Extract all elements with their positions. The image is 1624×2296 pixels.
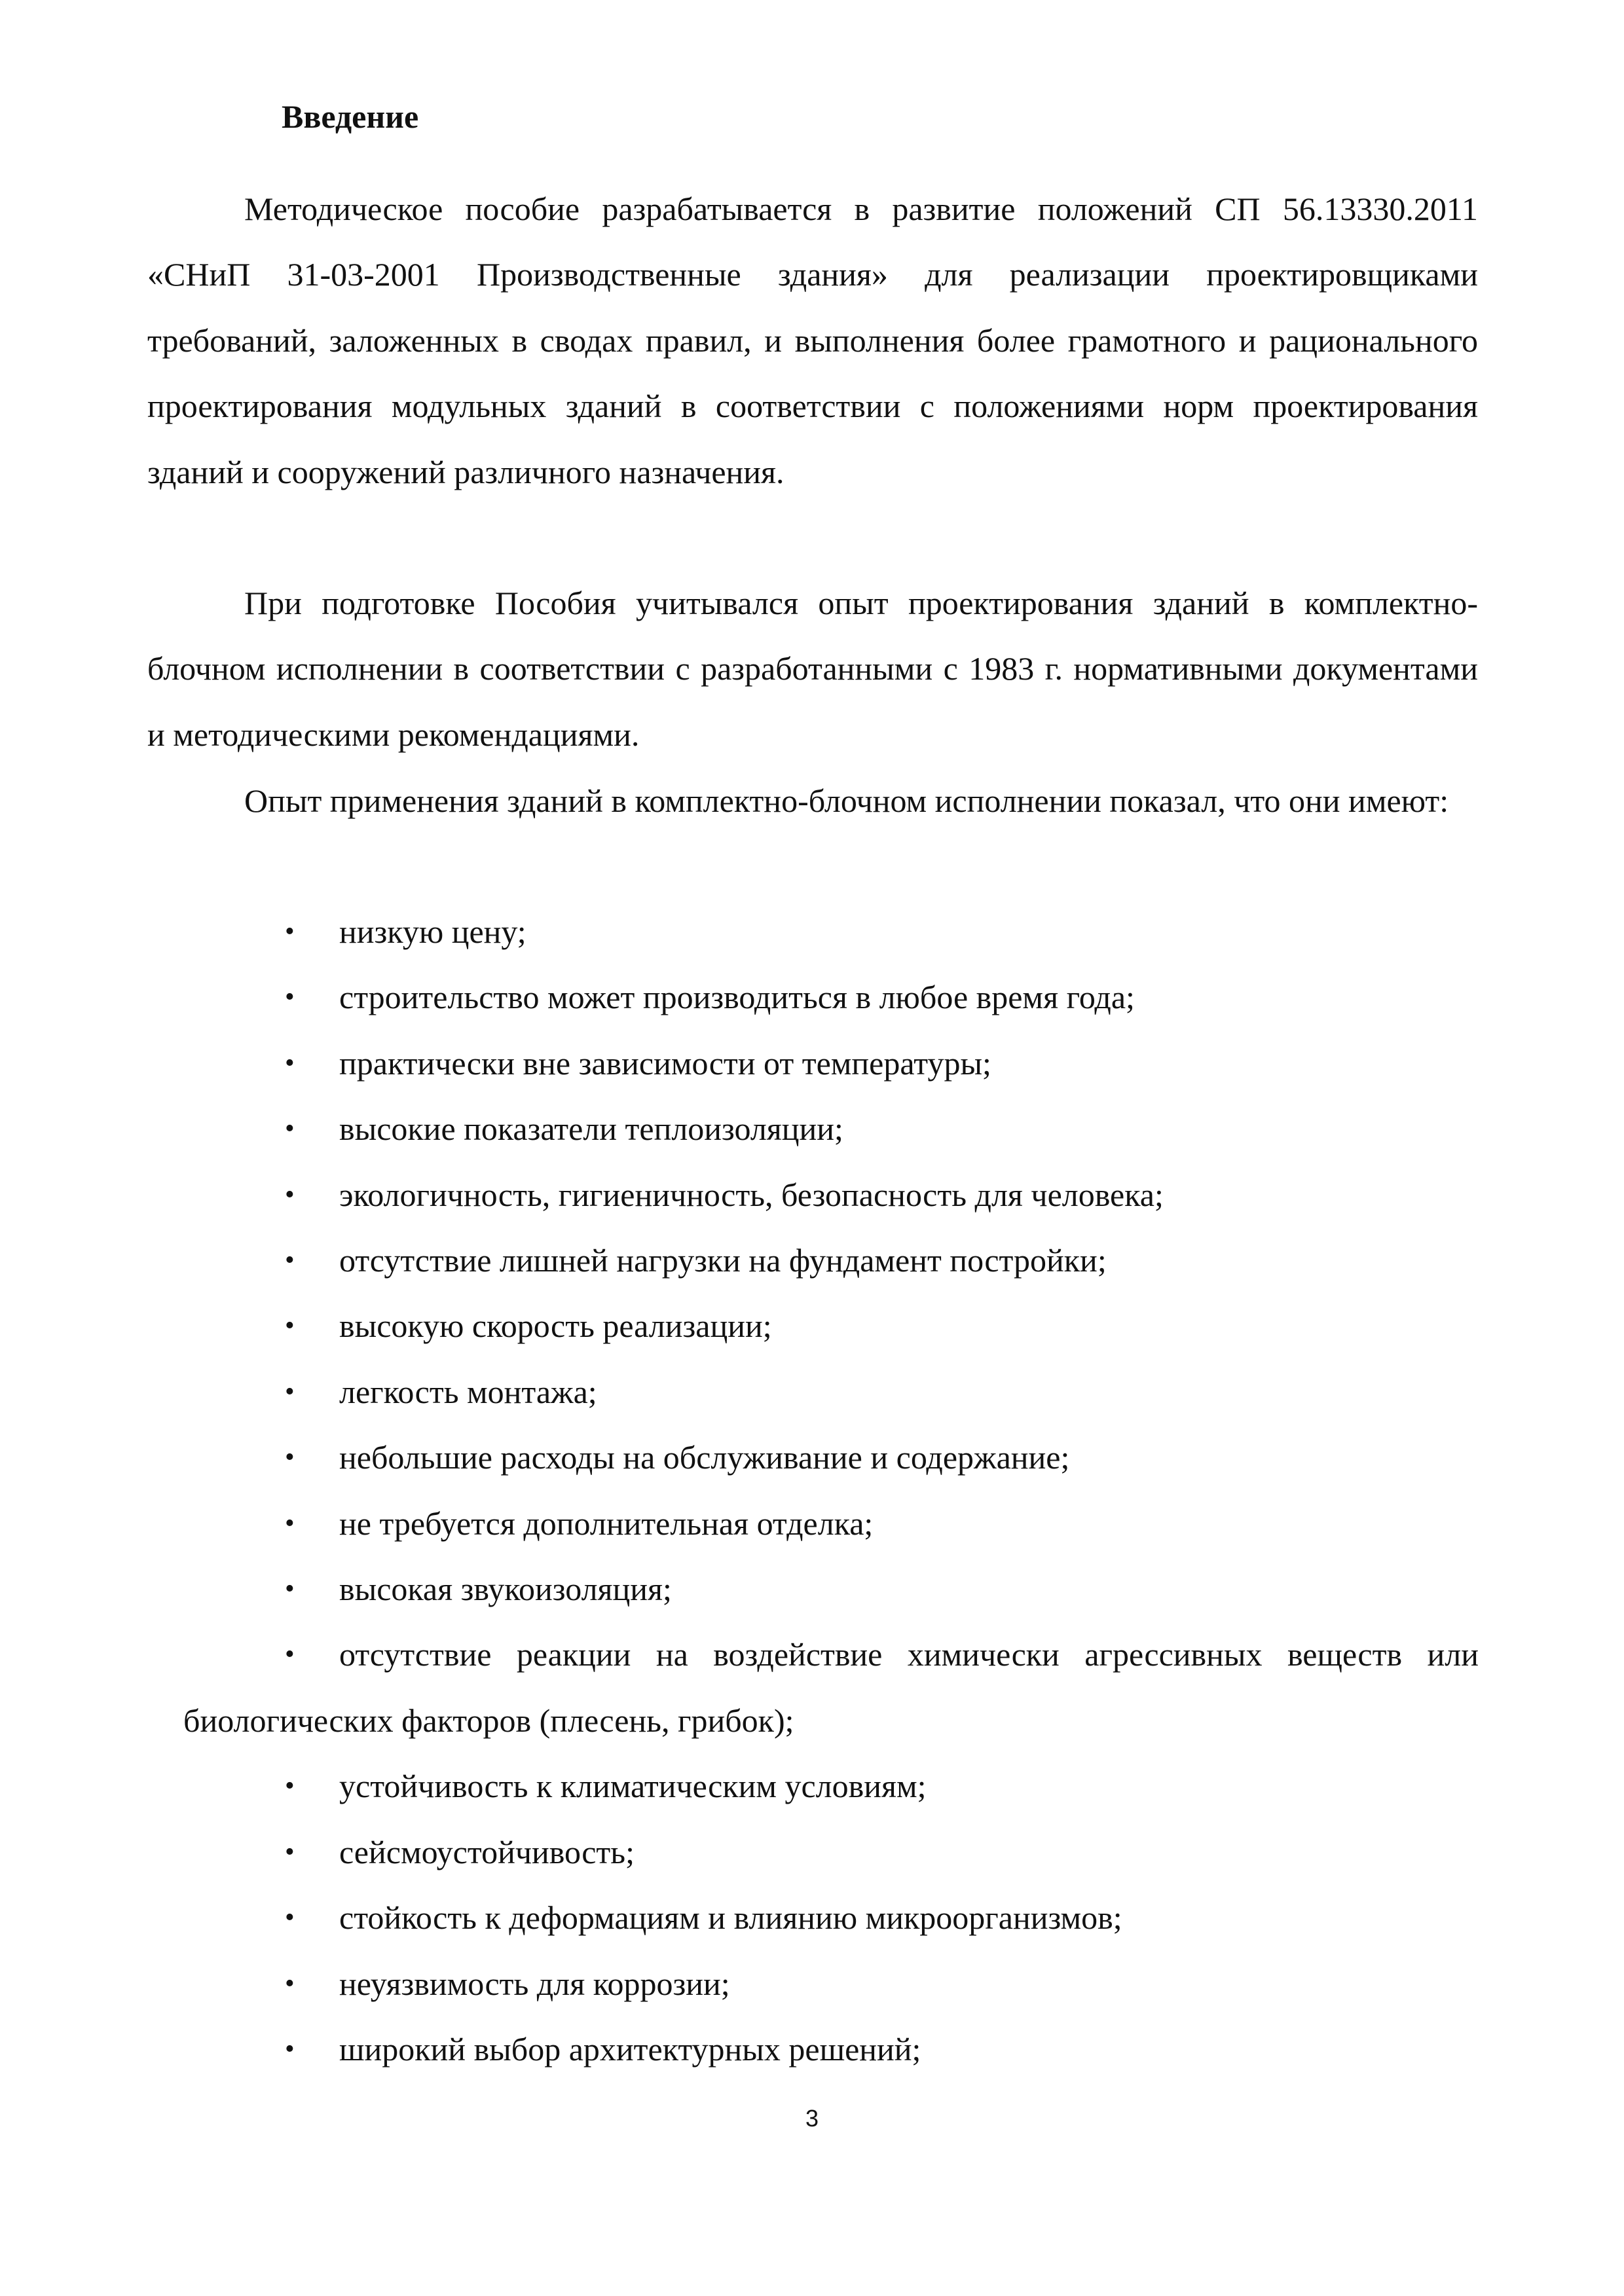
list-item-text: высокие показатели теплоизоляции; xyxy=(339,1110,843,1148)
list-item-text: широкий выбор архитектурных решений; xyxy=(339,2030,921,2068)
page-number: 3 xyxy=(805,2105,819,2132)
list-item xyxy=(0,1293,1624,1358)
list-item xyxy=(0,1425,1624,1490)
list-item xyxy=(0,964,1624,1030)
list-item xyxy=(0,1491,1624,1556)
section-heading: Введение xyxy=(282,98,419,135)
bullet-icon: • xyxy=(285,1442,295,1473)
bullet-icon: • xyxy=(285,917,295,947)
list-item-text: отсутствие реакции на воздействие химически агрессивных веществ или биологических факторов (плесень, грибок); xyxy=(183,1636,1479,1739)
bullet-icon: • xyxy=(285,1179,295,1210)
bullet-icon: • xyxy=(285,1114,295,1144)
list-item xyxy=(0,1622,1624,1753)
paragraph-advantages-lead: Опыт применения зданий в комплектно-блочном исполнении показал, что они имеют: xyxy=(244,782,1449,819)
list-item xyxy=(0,1228,1624,1293)
list-item-text: строительство может производиться в любое время года; xyxy=(339,979,1135,1016)
bullet-icon: • xyxy=(285,982,295,1013)
list-item-text: не требуется дополнительная отделка; xyxy=(339,1504,874,1542)
bullet-icon: • xyxy=(285,1903,295,1933)
bullet-icon: • xyxy=(285,1376,295,1407)
list-item xyxy=(0,1030,1624,1096)
bullet-icon: • xyxy=(285,1508,295,1539)
list-item xyxy=(0,2016,1624,2082)
list-item-text: высокую скорость реализации; xyxy=(339,1307,772,1345)
bullet-icon: • xyxy=(285,1311,295,1341)
list-item-text: сейсмоустойчивость; xyxy=(339,1833,635,1870)
bullet-icon: • xyxy=(285,1771,295,1802)
list-item-text: небольшие расходы на обслуживание и содержание; xyxy=(339,1439,1070,1476)
advantages-list xyxy=(0,899,1624,2082)
list-item xyxy=(0,899,1624,964)
list-item-text: неуязвимость для коррозии; xyxy=(339,1965,730,2002)
bullet-icon: • xyxy=(285,1574,295,1605)
list-item xyxy=(0,1556,1624,1622)
list-item-text: устойчивость к климатическим условиям; xyxy=(339,1768,927,1805)
bullet-icon: • xyxy=(285,2033,295,2064)
bullet-icon: • xyxy=(285,1639,295,1670)
list-item xyxy=(0,1951,1624,2016)
bullet-icon: • xyxy=(285,1968,295,1999)
list-item xyxy=(0,1359,1624,1425)
list-item-text: отсутствие лишней нагрузки на фундамент постройки; xyxy=(339,1242,1107,1279)
list-item xyxy=(0,1885,1624,1950)
list-item-text: низкую цену; xyxy=(339,913,526,950)
list-item-text: высокая звукоизоляция; xyxy=(339,1571,672,1608)
paragraph-experience: При подготовке Пособия учитывался опыт проектирования зданий в комплектно-блочном исполнении в соответствии с разработанными с 1983 г. нормативными документами и методическими рекомендациями. xyxy=(147,585,1478,753)
list-item-text: легкость монтажа; xyxy=(339,1373,597,1410)
list-item-text: практически вне зависимости от температуры; xyxy=(339,1044,991,1082)
list-item xyxy=(0,1819,1624,1885)
list-item xyxy=(0,1162,1624,1228)
list-item-text: экологичность, гигиеничность, безопасность для человека; xyxy=(339,1176,1164,1213)
list-item xyxy=(0,1096,1624,1161)
bullet-icon: • xyxy=(285,1836,295,1867)
list-item-text: стойкость к деформациям и влиянию микроорганизмов; xyxy=(339,1899,1122,1937)
bullet-icon: • xyxy=(285,1245,295,1276)
bullet-icon: • xyxy=(285,1048,295,1078)
paragraph-intro: Методическое пособие разрабатывается в развитие положений СП 56.13330.2011 «СНиП 31-03-2001 Производственные здания» для реализации проектировщиками требований, заложенных в сводах правил, и выполнения более грамотного и рационального проектирования модульных зданий в соответствии с положениями норм проектирования зданий и сооружений различного назначения. xyxy=(147,191,1478,490)
list-item xyxy=(0,1753,1624,1819)
